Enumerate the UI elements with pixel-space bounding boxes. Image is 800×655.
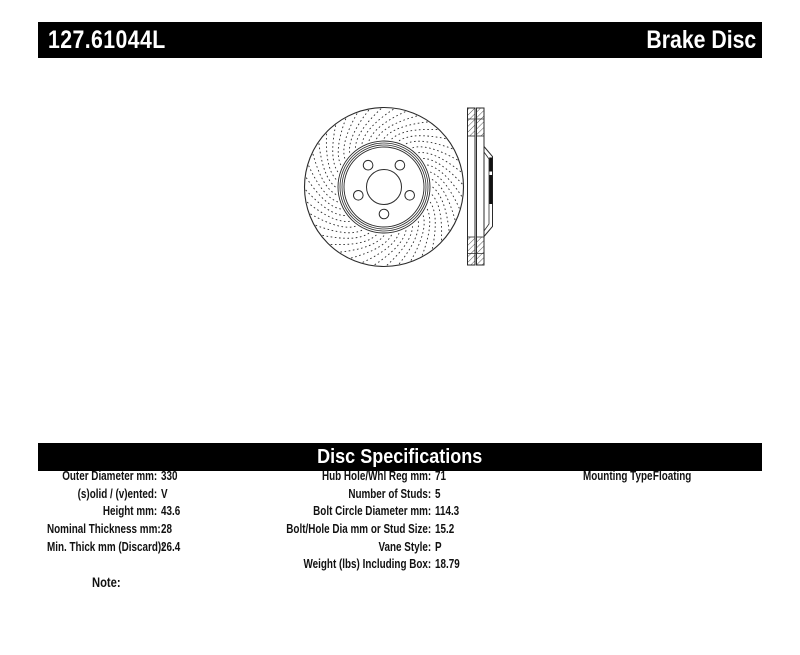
spec-value: P: [435, 538, 442, 554]
spec-row: [583, 468, 691, 486]
spec-section-bar: [38, 443, 762, 471]
spec-label: Min. Thick mm (Discard):: [47, 538, 165, 554]
spec-section-title: Disc Specifications: [317, 445, 483, 468]
spec-value: 28: [161, 521, 172, 537]
spec-value: 330: [161, 468, 178, 483]
spec-label: Nominal Thickness mm:: [47, 521, 161, 537]
spec-value: 114.3: [435, 503, 460, 519]
part-number: 127.61044L: [48, 25, 166, 54]
spec-label: Height mm:: [102, 503, 158, 519]
spec-value: 71: [435, 468, 446, 483]
product-title: Brake Disc: [646, 25, 756, 54]
spec-row: [47, 539, 180, 557]
spec-label: Bolt Circle Diameter mm:: [313, 503, 432, 519]
spec-label: Vane Style:: [378, 538, 432, 554]
spec-value: Floating: [652, 468, 692, 483]
spec-label: Outer Diameter mm:: [62, 468, 158, 483]
spec-value: 26.4: [161, 538, 181, 554]
brake-disc-technical-drawing: [295, 95, 505, 285]
note-label: Note:: [92, 574, 121, 590]
spec-row: [47, 503, 180, 521]
spec-row: [47, 468, 180, 486]
spec-column-left: [47, 468, 180, 556]
spec-label: Number of Studs:: [348, 485, 432, 501]
spec-value: 5: [435, 485, 441, 501]
spec-row: [47, 486, 180, 504]
spec-row: [47, 521, 180, 539]
spec-value: V: [161, 485, 168, 501]
spec-label: Bolt/Hole Dia mm or Stud Size:: [286, 521, 432, 537]
spec-column-right: [583, 468, 691, 486]
spec-row: [283, 539, 460, 557]
spec-column-middle: [283, 468, 460, 574]
spec-label: Weight (lbs) Including Box:: [303, 556, 432, 572]
header-bar: [38, 22, 762, 58]
spec-row: [283, 503, 460, 521]
spec-label: Hub Hole/Whl Reg mm:: [321, 468, 432, 483]
spec-label: (s)olid / (v)ented:: [77, 485, 158, 501]
spec-row: [283, 556, 460, 574]
disc-side-view: [468, 108, 493, 265]
spec-row: [283, 468, 460, 486]
spec-value: 18.79: [435, 556, 460, 572]
spec-row: [283, 486, 460, 504]
disc-front-view: [305, 108, 464, 267]
spec-label: Mounting Type:: [583, 468, 656, 483]
spec-value: 43.6: [161, 503, 181, 519]
spec-value: 15.2: [435, 521, 455, 537]
spec-row: [283, 521, 460, 539]
